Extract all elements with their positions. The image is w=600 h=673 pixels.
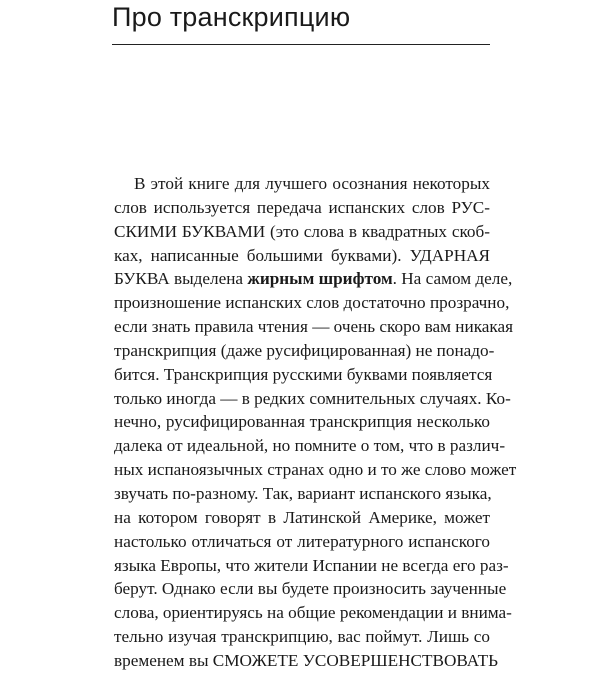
text-line	[114, 530, 490, 554]
bold-text-span: жирным шрифтом	[247, 269, 393, 289]
text-span: ках, написанные большими буквами). УДАРНАЯ	[114, 245, 490, 265]
text-span: берут. Однако если вы будете произносить заученные	[114, 579, 507, 599]
body-paragraph	[114, 172, 517, 673]
text-line	[114, 434, 506, 458]
text-line	[114, 554, 509, 578]
text-span: бится. Транскрипция русскими буквами появляется	[114, 364, 493, 384]
text-span: тельно изучая транскрипцию, вас поймут. Лишь со	[114, 627, 490, 647]
text-line	[114, 291, 510, 315]
text-line	[114, 267, 513, 291]
text-line	[114, 625, 490, 649]
text-span: если знать правила чтения — очень скоро вам никакая	[114, 317, 514, 337]
text-line	[114, 339, 495, 363]
text-line	[114, 410, 490, 434]
text-line	[114, 649, 499, 673]
text-span: настолько отличаться от литературного испанского	[114, 531, 490, 551]
text-span: В этой книге для лучшего осознания некоторых	[134, 174, 490, 193]
text-line	[114, 172, 490, 196]
text-span: транскрипция (даже русифицированная) не понадо-	[114, 340, 495, 360]
text-span: только иногда — в редких сомнительных случаях. Ко-	[114, 388, 511, 408]
text-span: далека от идеальной, но помните о том, что в различ-	[114, 436, 506, 456]
text-span: на котором говорят в Латинской Америке, может	[114, 507, 490, 527]
text-span: временем вы СМОЖЕТЕ УСОВЕРШЕНСТВОВАТЬ	[114, 650, 499, 670]
heading-rule	[112, 44, 490, 45]
text-line	[114, 601, 512, 625]
text-line	[114, 244, 490, 268]
text-line	[114, 220, 490, 244]
text-line	[114, 577, 507, 601]
text-line	[114, 315, 514, 339]
text-span: слов используется передача испанских слов РУС-	[114, 197, 490, 217]
text-span: звучать по-разному. Так, вариант испанского языка,	[114, 483, 492, 503]
text-span: . На самом деле,	[392, 269, 513, 289]
text-span: СКИМИ БУКВАМИ (это слова в квадратных скоб-	[114, 221, 490, 241]
text-span: языка Европы, что жители Испании не всегда его раз-	[114, 555, 509, 575]
text-line	[114, 458, 517, 482]
text-span: нечно, русифицированная транскрипция несколько	[114, 412, 490, 432]
section-heading: Про транскрипцию	[112, 2, 351, 32]
text-line	[114, 506, 490, 530]
text-span: ных испаноязычных странах одно и то же слово может	[114, 460, 517, 480]
text-line	[114, 482, 490, 506]
text-line	[114, 387, 511, 411]
text-span: слова, ориентируясь на общие рекомендации и внима-	[114, 603, 512, 623]
text-line	[114, 363, 493, 387]
text-span: БУКВА выделена	[114, 269, 248, 289]
text-span: произношение испанских слов достаточно прозрачно,	[114, 293, 510, 313]
text-line	[114, 196, 490, 220]
